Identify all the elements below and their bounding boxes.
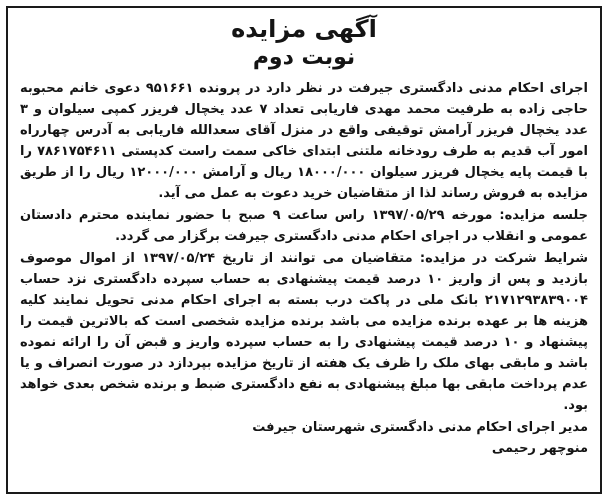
notice-intro-paragraph: اجرای احکام مدنی دادگستری جیرفت در نظر دارد در پرونده ۹۵۱۶۶۱ دعوی خانم محبوبه حاجی زاده به طرفیت محمد مهدی فاریابی تعداد ۷ عدد یخچال فریزر کمپی سیلوان و ۳ عدد یخچال فریزر آرامش توقیفی واقع در منزل آقای سعدالله فاریابی به آدرس چهارراه امور آب قدیم به طرف رودخانه ملتنی ابتدای خاکی سمت راست کدپستی ۷۸۶۱۷۵۴۶۱۱ را با قیمت پایه یخچال فریزر سیلوان ۱۸۰۰۰/۰۰۰ ریال و آرامش ۱۲۰۰۰/۰۰۰ ریال را از طریق مزایده به فروش رساند لذا از متقاضیان خرید دعوت به عمل می آید. bbox=[20, 81, 589, 201]
auction-notice bbox=[6, 6, 602, 494]
auction-session-paragraph: جلسه مزایده: مورخه ۱۳۹۷/۰۵/۲۹ راس ساعت ۹ صبح با حضور نماینده محترم دادستان عمومی و انقلاب در اجرای احکام مدنی دادگستری جیرفت برگزار می گردد. bbox=[20, 208, 588, 244]
signature-name: منوچهر رحیمی bbox=[491, 441, 588, 456]
notice-subtitle: نوبت دوم bbox=[252, 45, 356, 70]
participation-terms-paragraph: شرایط شرکت در مزایده: متقاضیان می توانند از تاریخ ۱۳۹۷/۰۵/۲۴ از اموال موصوف بازدید و پس از واریز ۱۰ درصد قیمت پیشنهادی به حساب سپرده دادگستری نزد حساب ۲۱۷۱۲۹۳۸۳۹۰۰۴ بانک ملی در پاکت درب بسته به اجرای احکام مدنی تحویل نمایند کلیه هزینه ها بر عهده برنده مزایده می باشد برنده مزایده شخصی است که بالاترین قیمت را پیشنهاد و ۱۰ درصد قیمت پیشنهادی را به حساب سپرده واریز و قبض آن را ارائه نموده باشد و مابقی بهای ملک را ظرف یک هفته از تاریخ مزایده بپردازد در صورت انصراف و یا عدم پرداخت مابقی بها مبلغ پیشنهادی به نفع دادگستری ضبط و برنده شخص بعدی خواهد بود. bbox=[20, 251, 589, 413]
notice-title: آگهی مزایده bbox=[231, 15, 377, 43]
signature-office: مدیر اجرای احکام مدنی دادگستری شهرستان جیرفت bbox=[252, 420, 588, 435]
